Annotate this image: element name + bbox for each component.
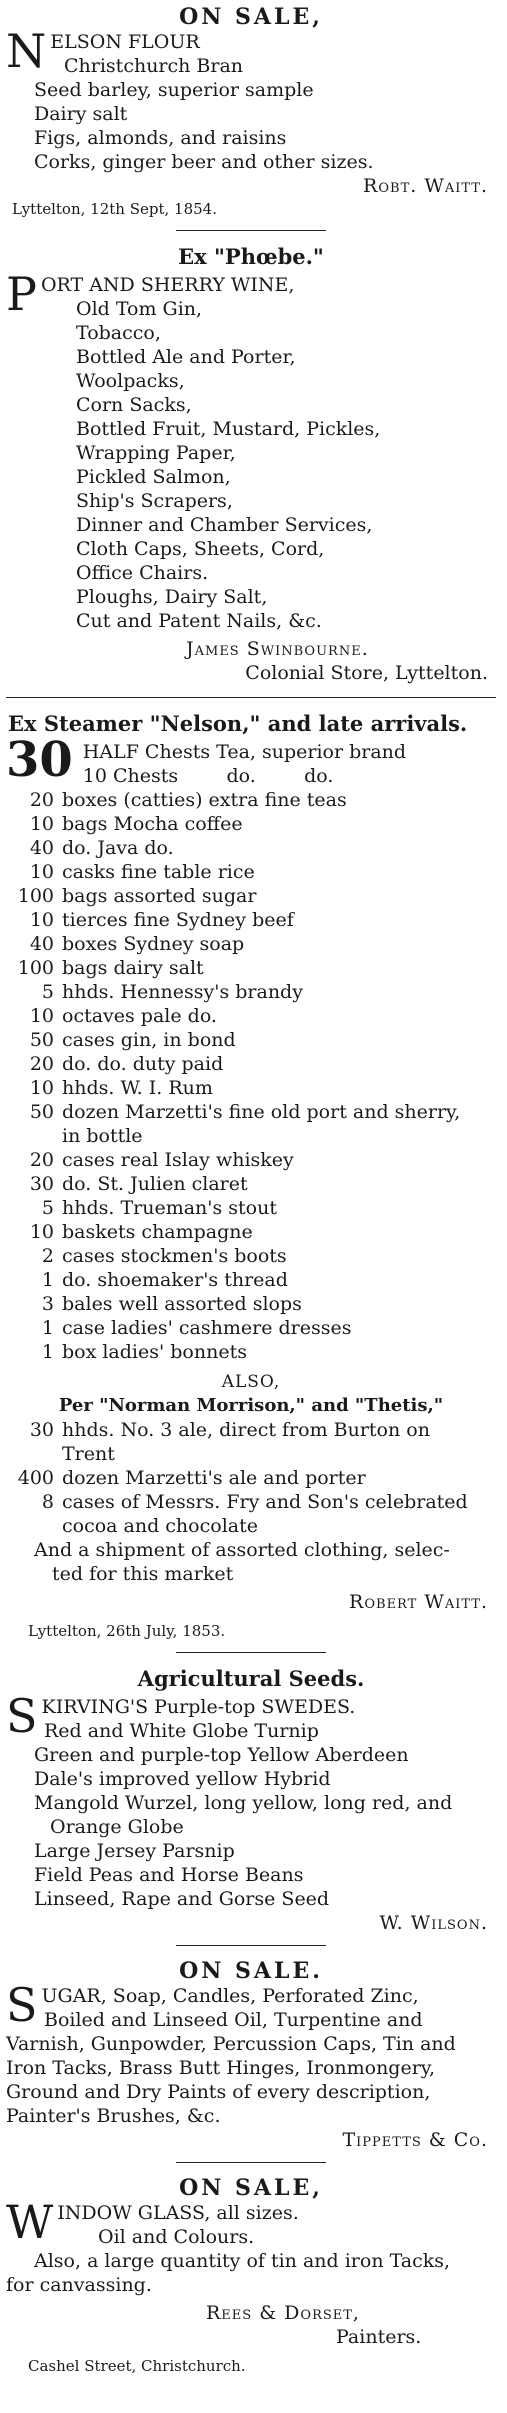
ad-port-and-sherry bbox=[6, 243, 496, 685]
ad-closing-line: And a shipment of assorted clothing, selec- bbox=[34, 1539, 450, 1561]
goods-quantity: 1 bbox=[41, 1341, 54, 1363]
goods-item bbox=[6, 1220, 496, 1244]
ad-line: Ploughs, Dairy Salt, bbox=[76, 586, 268, 608]
ad-signature-address: Colonial Store, Lyttelton. bbox=[245, 662, 488, 684]
goods-description: cocoa and chocolate bbox=[62, 1515, 258, 1537]
goods-item bbox=[6, 980, 496, 1004]
ad-first-line: KIRVING'S Purple-top SWEDES. bbox=[41, 1696, 356, 1718]
goods-item bbox=[6, 788, 496, 812]
ad-line: Varnish, Gunpowder, Percussion Caps, Tin and bbox=[6, 2033, 456, 2055]
ad-sugar-soap bbox=[6, 1958, 496, 2152]
goods-description: baskets champagne bbox=[62, 1221, 253, 1243]
goods-quantity: 20 bbox=[29, 1053, 54, 1075]
ad-agricultural-seeds bbox=[6, 1665, 496, 1935]
ad-line: Dale's improved yellow Hybrid bbox=[34, 1768, 331, 1790]
ad-heading: Ex Steamer "Nelson," and late arrivals. bbox=[8, 711, 468, 736]
goods-item bbox=[6, 1340, 496, 1364]
goods-item bbox=[6, 1196, 496, 1220]
goods-list bbox=[6, 788, 496, 1364]
goods-item bbox=[6, 1148, 496, 1172]
ad-line: Pickled Salmon, bbox=[76, 466, 231, 488]
goods-description: hhds. W. I. Rum bbox=[62, 1077, 213, 1099]
goods-description: in bottle bbox=[62, 1125, 143, 1147]
goods-quantity: 400 bbox=[17, 1467, 54, 1489]
ad-line: Bottled Fruit, Mustard, Pickles, bbox=[76, 418, 381, 440]
goods-item bbox=[6, 1076, 496, 1100]
drop-cap: N bbox=[6, 24, 47, 78]
goods-description: do. St. Julien claret bbox=[62, 1173, 248, 1195]
goods-description: dozen Marzetti's fine old port and sherry, bbox=[62, 1101, 461, 1123]
ad-line: for canvassing. bbox=[6, 2274, 152, 2296]
goods-description: casks fine table rice bbox=[62, 861, 255, 883]
goods-item bbox=[6, 908, 496, 932]
ad-signature: James Swinbourne. bbox=[186, 638, 369, 660]
also-label: ALSO, bbox=[221, 1372, 281, 1392]
ad-signature: Robert Waitt. bbox=[349, 1591, 488, 1613]
ad-signature: W. Wilson. bbox=[379, 1912, 488, 1934]
ad-heading: ON SALE, bbox=[179, 2175, 323, 2201]
ad-line: Orange Globe bbox=[50, 1816, 184, 1838]
ad-signature: Robt. Waitt. bbox=[363, 175, 488, 197]
goods-quantity: 30 bbox=[29, 1173, 54, 1195]
goods-description: bags Mocha coffee bbox=[62, 813, 243, 835]
ad-line: Cut and Patent Nails, &c. bbox=[76, 610, 322, 632]
ad-line: Large Jersey Parsnip bbox=[34, 1840, 235, 1862]
ad-line: Iron Tacks, Brass Butt Hinges, Ironmongery, bbox=[6, 2057, 436, 2079]
goods-quantity: 50 bbox=[29, 1029, 54, 1051]
goods-description: cases real Islay whiskey bbox=[62, 1149, 294, 1171]
goods-quantity: 1 bbox=[41, 1317, 54, 1339]
goods-item bbox=[6, 1052, 496, 1076]
goods-quantity: 2 bbox=[41, 1245, 54, 1267]
ad-steamer-nelson bbox=[6, 710, 496, 1642]
goods-description: box ladies' bonnets bbox=[62, 1341, 247, 1363]
ad-line: Woolpacks, bbox=[76, 370, 185, 392]
goods-description: cases of Messrs. Fry and Son's celebrated bbox=[62, 1491, 468, 1513]
divider bbox=[176, 2162, 326, 2163]
drop-cap: W bbox=[6, 2195, 54, 2249]
goods-description: do. do. duty paid bbox=[62, 1053, 224, 1075]
ad-line: Boiled and Linseed Oil, Turpentine and bbox=[44, 2009, 423, 2031]
goods-item bbox=[6, 956, 496, 980]
goods-item bbox=[6, 1316, 496, 1340]
ad-first-line: ELSON FLOUR bbox=[50, 31, 200, 53]
ad-line: Corks, ginger beer and other sizes. bbox=[34, 151, 374, 173]
goods-quantity: 40 bbox=[29, 837, 54, 859]
goods-description: bags dairy salt bbox=[62, 957, 204, 979]
goods-quantity: 10 bbox=[29, 1221, 54, 1243]
per-ships: Per "Norman Morrison," and "Thetis," bbox=[58, 1395, 444, 1416]
ad-window-glass bbox=[6, 2175, 496, 2377]
goods-description: case ladies' cashmere dresses bbox=[62, 1317, 352, 1339]
ad-nelson-flour bbox=[6, 4, 496, 220]
ad-line: Ground and Dry Paints of every description, bbox=[6, 2081, 431, 2103]
goods-item bbox=[6, 860, 496, 884]
goods-description: cases stockmen's boots bbox=[62, 1245, 287, 1267]
drop-cap: S bbox=[6, 1978, 38, 2032]
goods-item bbox=[6, 884, 496, 908]
big-quantity: 30 bbox=[6, 732, 73, 788]
ad-line: Corn Sacks, bbox=[76, 394, 192, 416]
goods-description: hhds. No. 3 ale, direct from Burton on bbox=[62, 1419, 430, 1441]
goods-description: octaves pale do. bbox=[62, 1005, 217, 1027]
goods-quantity: 100 bbox=[17, 885, 54, 907]
goods-item bbox=[6, 1244, 496, 1268]
drop-cap: S bbox=[6, 1689, 38, 1743]
goods-item bbox=[6, 1172, 496, 1196]
divider bbox=[176, 1945, 326, 1946]
ad-closing-line: ted for this market bbox=[52, 1563, 234, 1585]
ad-heading: Agricultural Seeds. bbox=[137, 1666, 365, 1691]
goods-item bbox=[6, 812, 496, 836]
ad-signature-trade: Painters. bbox=[336, 2326, 422, 2348]
ad-first-line: HALF Chests Tea, superior brand bbox=[82, 741, 407, 763]
goods-description: tierces fine Sydney beef bbox=[62, 909, 294, 931]
goods-quantity: 20 bbox=[29, 789, 54, 811]
ad-dateline: Cashel Street, Christchurch. bbox=[28, 2357, 246, 2375]
ad-signature: Rees & Dorset, bbox=[206, 2302, 360, 2324]
ad-line: Figs, almonds, and raisins bbox=[34, 127, 287, 149]
goods-description: dozen Marzetti's ale and porter bbox=[62, 1467, 366, 1489]
ad-line: Old Tom Gin, bbox=[76, 298, 203, 320]
goods-description: boxes Sydney soap bbox=[62, 933, 245, 955]
goods-description: hhds. Hennessy's brandy bbox=[62, 981, 303, 1003]
goods-description: bales well assorted slops bbox=[62, 1293, 302, 1315]
drop-cap: P bbox=[6, 267, 37, 321]
goods-item bbox=[6, 1100, 496, 1124]
ad-line: Also, a large quantity of tin and iron Tacks, bbox=[34, 2250, 451, 2272]
goods-quantity: 100 bbox=[17, 957, 54, 979]
goods-quantity: 20 bbox=[29, 1149, 54, 1171]
goods-quantity: 5 bbox=[41, 1197, 54, 1219]
goods-description: cases gin, in bond bbox=[62, 1029, 236, 1051]
goods-item bbox=[6, 1490, 496, 1514]
ad-first-line: UGAR, Soap, Candles, Perforated Zinc, bbox=[41, 1985, 419, 2007]
goods-item bbox=[6, 1418, 496, 1442]
ad-heading: ON SALE. bbox=[179, 1958, 323, 1984]
ad-line: Green and purple-top Yellow Aberdeen bbox=[34, 1744, 409, 1766]
ad-line: Red and White Globe Turnip bbox=[44, 1720, 319, 1742]
ad-heading: ON SALE, bbox=[179, 4, 323, 30]
goods-quantity: 40 bbox=[29, 933, 54, 955]
goods-quantity: 10 bbox=[29, 1005, 54, 1027]
ad-line: Wrapping Paper, bbox=[76, 442, 236, 464]
divider bbox=[176, 230, 326, 231]
ad-line: Oil and Colours. bbox=[98, 2226, 255, 2248]
goods-item bbox=[6, 1004, 496, 1028]
ad-line: Linseed, Rape and Gorse Seed bbox=[34, 1888, 330, 1910]
divider bbox=[6, 697, 496, 698]
goods-description: Trent bbox=[62, 1443, 115, 1465]
goods-item bbox=[6, 1514, 496, 1538]
ad-line: Tobacco, bbox=[76, 322, 161, 344]
goods-quantity: 10 bbox=[29, 861, 54, 883]
goods-quantity: 5 bbox=[41, 981, 54, 1003]
goods-item bbox=[6, 1268, 496, 1292]
ad-line: Christchurch Bran bbox=[64, 55, 244, 77]
goods-quantity: 3 bbox=[41, 1293, 54, 1315]
ad-line: Seed barley, superior sample bbox=[34, 79, 314, 101]
goods-item bbox=[6, 1292, 496, 1316]
ad-line: Dairy salt bbox=[34, 103, 128, 125]
ad-first-line: INDOW GLASS, all sizes. bbox=[57, 2202, 299, 2224]
goods-quantity: 10 bbox=[29, 813, 54, 835]
ad-line: Cloth Caps, Sheets, Cord, bbox=[76, 538, 325, 560]
ad-line: Ship's Scrapers, bbox=[76, 490, 233, 512]
divider bbox=[176, 1652, 326, 1653]
ad-heading: Ex "Phœbe." bbox=[178, 244, 324, 269]
goods-item bbox=[6, 1124, 496, 1148]
goods-quantity: 1 bbox=[41, 1269, 54, 1291]
goods-item bbox=[6, 1466, 496, 1490]
goods-item bbox=[6, 1028, 496, 1052]
goods-quantity: 10 bbox=[29, 1077, 54, 1099]
ad-signature: Tippetts & Co. bbox=[342, 2129, 488, 2151]
goods-item bbox=[6, 836, 496, 860]
ad-line: Office Chairs. bbox=[76, 562, 209, 584]
goods-description: boxes (catties) extra fine teas bbox=[62, 789, 347, 811]
ad-line: Field Peas and Horse Beans bbox=[34, 1864, 304, 1886]
goods-list-2 bbox=[6, 1418, 496, 1538]
ad-first-line: ORT AND SHERRY WINE, bbox=[40, 274, 295, 296]
goods-description: bags assorted sugar bbox=[62, 885, 257, 907]
ad-line: Dinner and Chamber Services, bbox=[76, 514, 373, 536]
goods-quantity: 50 bbox=[29, 1101, 54, 1123]
goods-quantity: 8 bbox=[41, 1491, 54, 1513]
goods-quantity: 10 bbox=[29, 909, 54, 931]
goods-description: do. shoemaker's thread bbox=[62, 1269, 288, 1291]
ad-line: Painter's Brushes, &c. bbox=[6, 2105, 221, 2127]
goods-item bbox=[6, 932, 496, 956]
newspaper-column bbox=[6, 4, 496, 2377]
ad-line: 10 Chests do. do. bbox=[82, 765, 334, 787]
ad-line: Mangold Wurzel, long yellow, long red, and bbox=[34, 1792, 453, 1814]
ad-line: Bottled Ale and Porter, bbox=[76, 346, 296, 368]
ad-dateline: Lyttelton, 26th July, 1853. bbox=[28, 1622, 226, 1640]
goods-description: hhds. Trueman's stout bbox=[62, 1197, 277, 1219]
goods-description: do. Java do. bbox=[62, 837, 174, 859]
goods-quantity: 30 bbox=[29, 1419, 54, 1441]
goods-item bbox=[6, 1442, 496, 1466]
ad-dateline: Lyttelton, 12th Sept, 1854. bbox=[12, 200, 217, 218]
